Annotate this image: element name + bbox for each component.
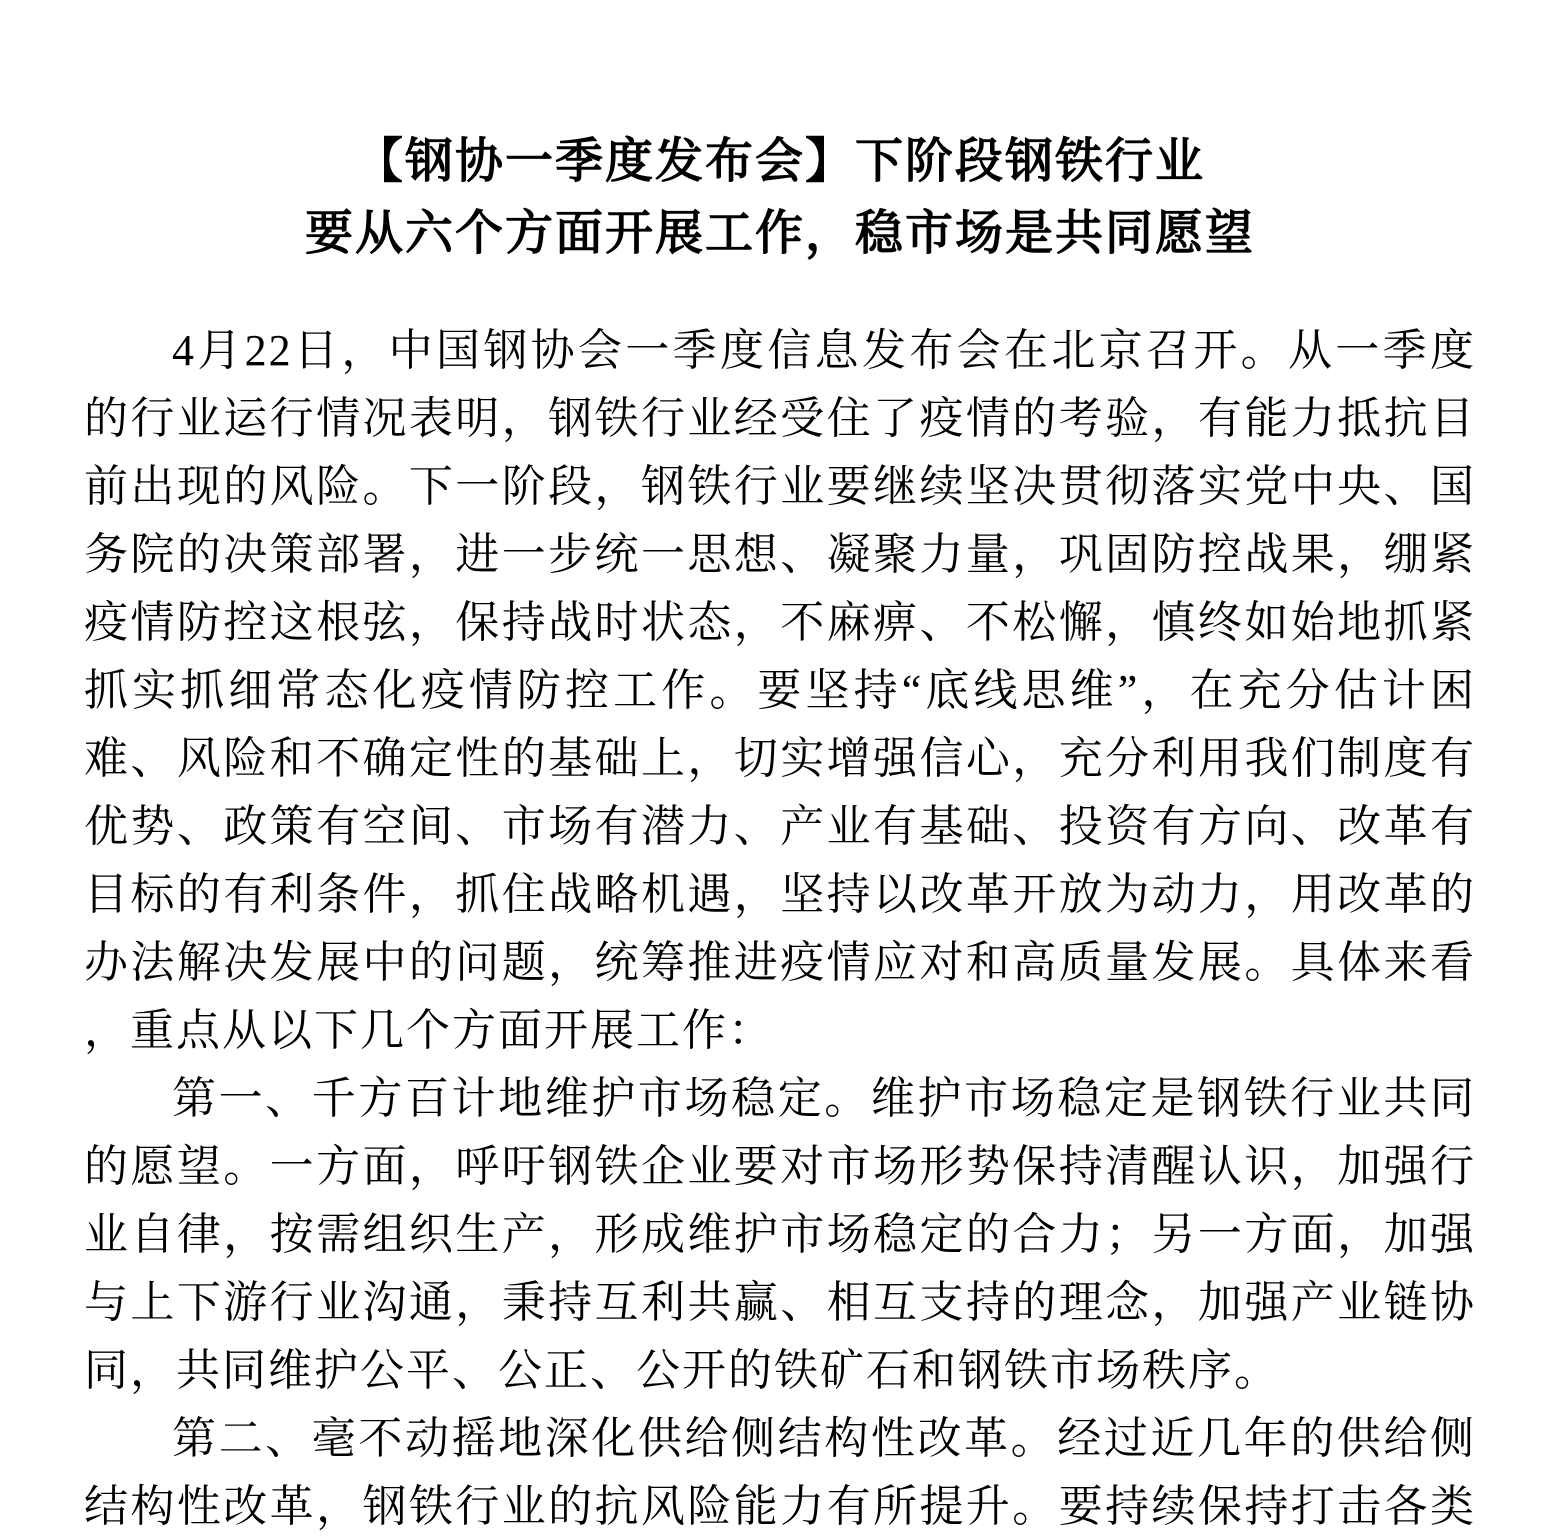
- document-body: [84, 317, 1476, 1536]
- paragraph-3-line-1: 第二、毫不动摇地深化供给侧结构性改革。经过近几年的供给侧: [172, 1414, 1476, 1463]
- paragraph-1-line-2: 的行业运行情况表明，钢铁行业经受住了疫情的考验，有能力抵抗目: [84, 394, 1476, 443]
- paragraph-2-line-1: 第一、千方百计地维护市场稳定。维护市场稳定是钢铁行业共同: [172, 1074, 1476, 1123]
- title-line-2: 要从六个方面开展工作，稳市场是共同愿望: [304, 207, 1255, 260]
- paragraph-1-line-3: 前出现的风险。下一阶段，钢铁行业要继续坚决贯彻落实党中央、国: [84, 462, 1476, 511]
- document-title: [0, 0, 1560, 270]
- paragraph-1-line-8: 优势、政策有空间、市场有潜力、产业有基础、投资有方向、改革有: [84, 802, 1476, 851]
- paragraph-1-line-5: 疫情防控这根弦，保持战时状态，不麻痹、不松懈，慎终如始地抓紧: [84, 598, 1476, 647]
- paragraph-2-line-3: 业自律，按需组织生产，形成维护市场稳定的合力；另一方面，加强: [84, 1210, 1476, 1259]
- paragraph-3-line-2: 结构性改革，钢铁行业的抗风险能力有所提升。要持续保持打击各类: [84, 1482, 1476, 1531]
- paragraph-1-line-1: 4月22日，中国钢协会一季度信息发布会在北京召开。从一季度: [172, 326, 1476, 375]
- paragraph-1-line-4: 务院的决策部署，进一步统一思想、凝聚力量，巩固防控战果，绷紧: [84, 530, 1476, 579]
- paragraph-1-line-7: 难、风险和不确定性的基础上，切实增强信心，充分利用我们制度有: [84, 734, 1476, 783]
- paragraph-1-line-9: 目标的有利条件，抓住战略机遇，坚持以改革开放为动力，用改革的: [84, 870, 1476, 919]
- paragraph-2-line-4: 与上下游行业沟通，秉持互利共赢、相互支持的理念，加强产业链协: [84, 1278, 1476, 1327]
- paragraph-2-line-2: 的愿望。一方面，呼吁钢铁企业要对市场形势保持清醒认识，加强行: [84, 1142, 1476, 1191]
- paragraph-1-line-10: 办法解决发展中的问题，统筹推进疫情应对和高质量发展。具体来看: [84, 938, 1476, 987]
- paragraph-1-line-6: 抓实抓细常态化疫情防控工作。要坚持“底线思维”，在充分估计困: [84, 666, 1476, 715]
- paragraph-2-line-5: 同，共同维护公平、公正、公开的铁矿石和钢铁市场秩序。: [84, 1346, 1280, 1395]
- title-line-1: 【钢协一季度发布会】下阶段钢铁行业: [354, 135, 1205, 188]
- paragraph-1-line-11: ，重点从以下几个方面开展工作：: [84, 1006, 774, 1055]
